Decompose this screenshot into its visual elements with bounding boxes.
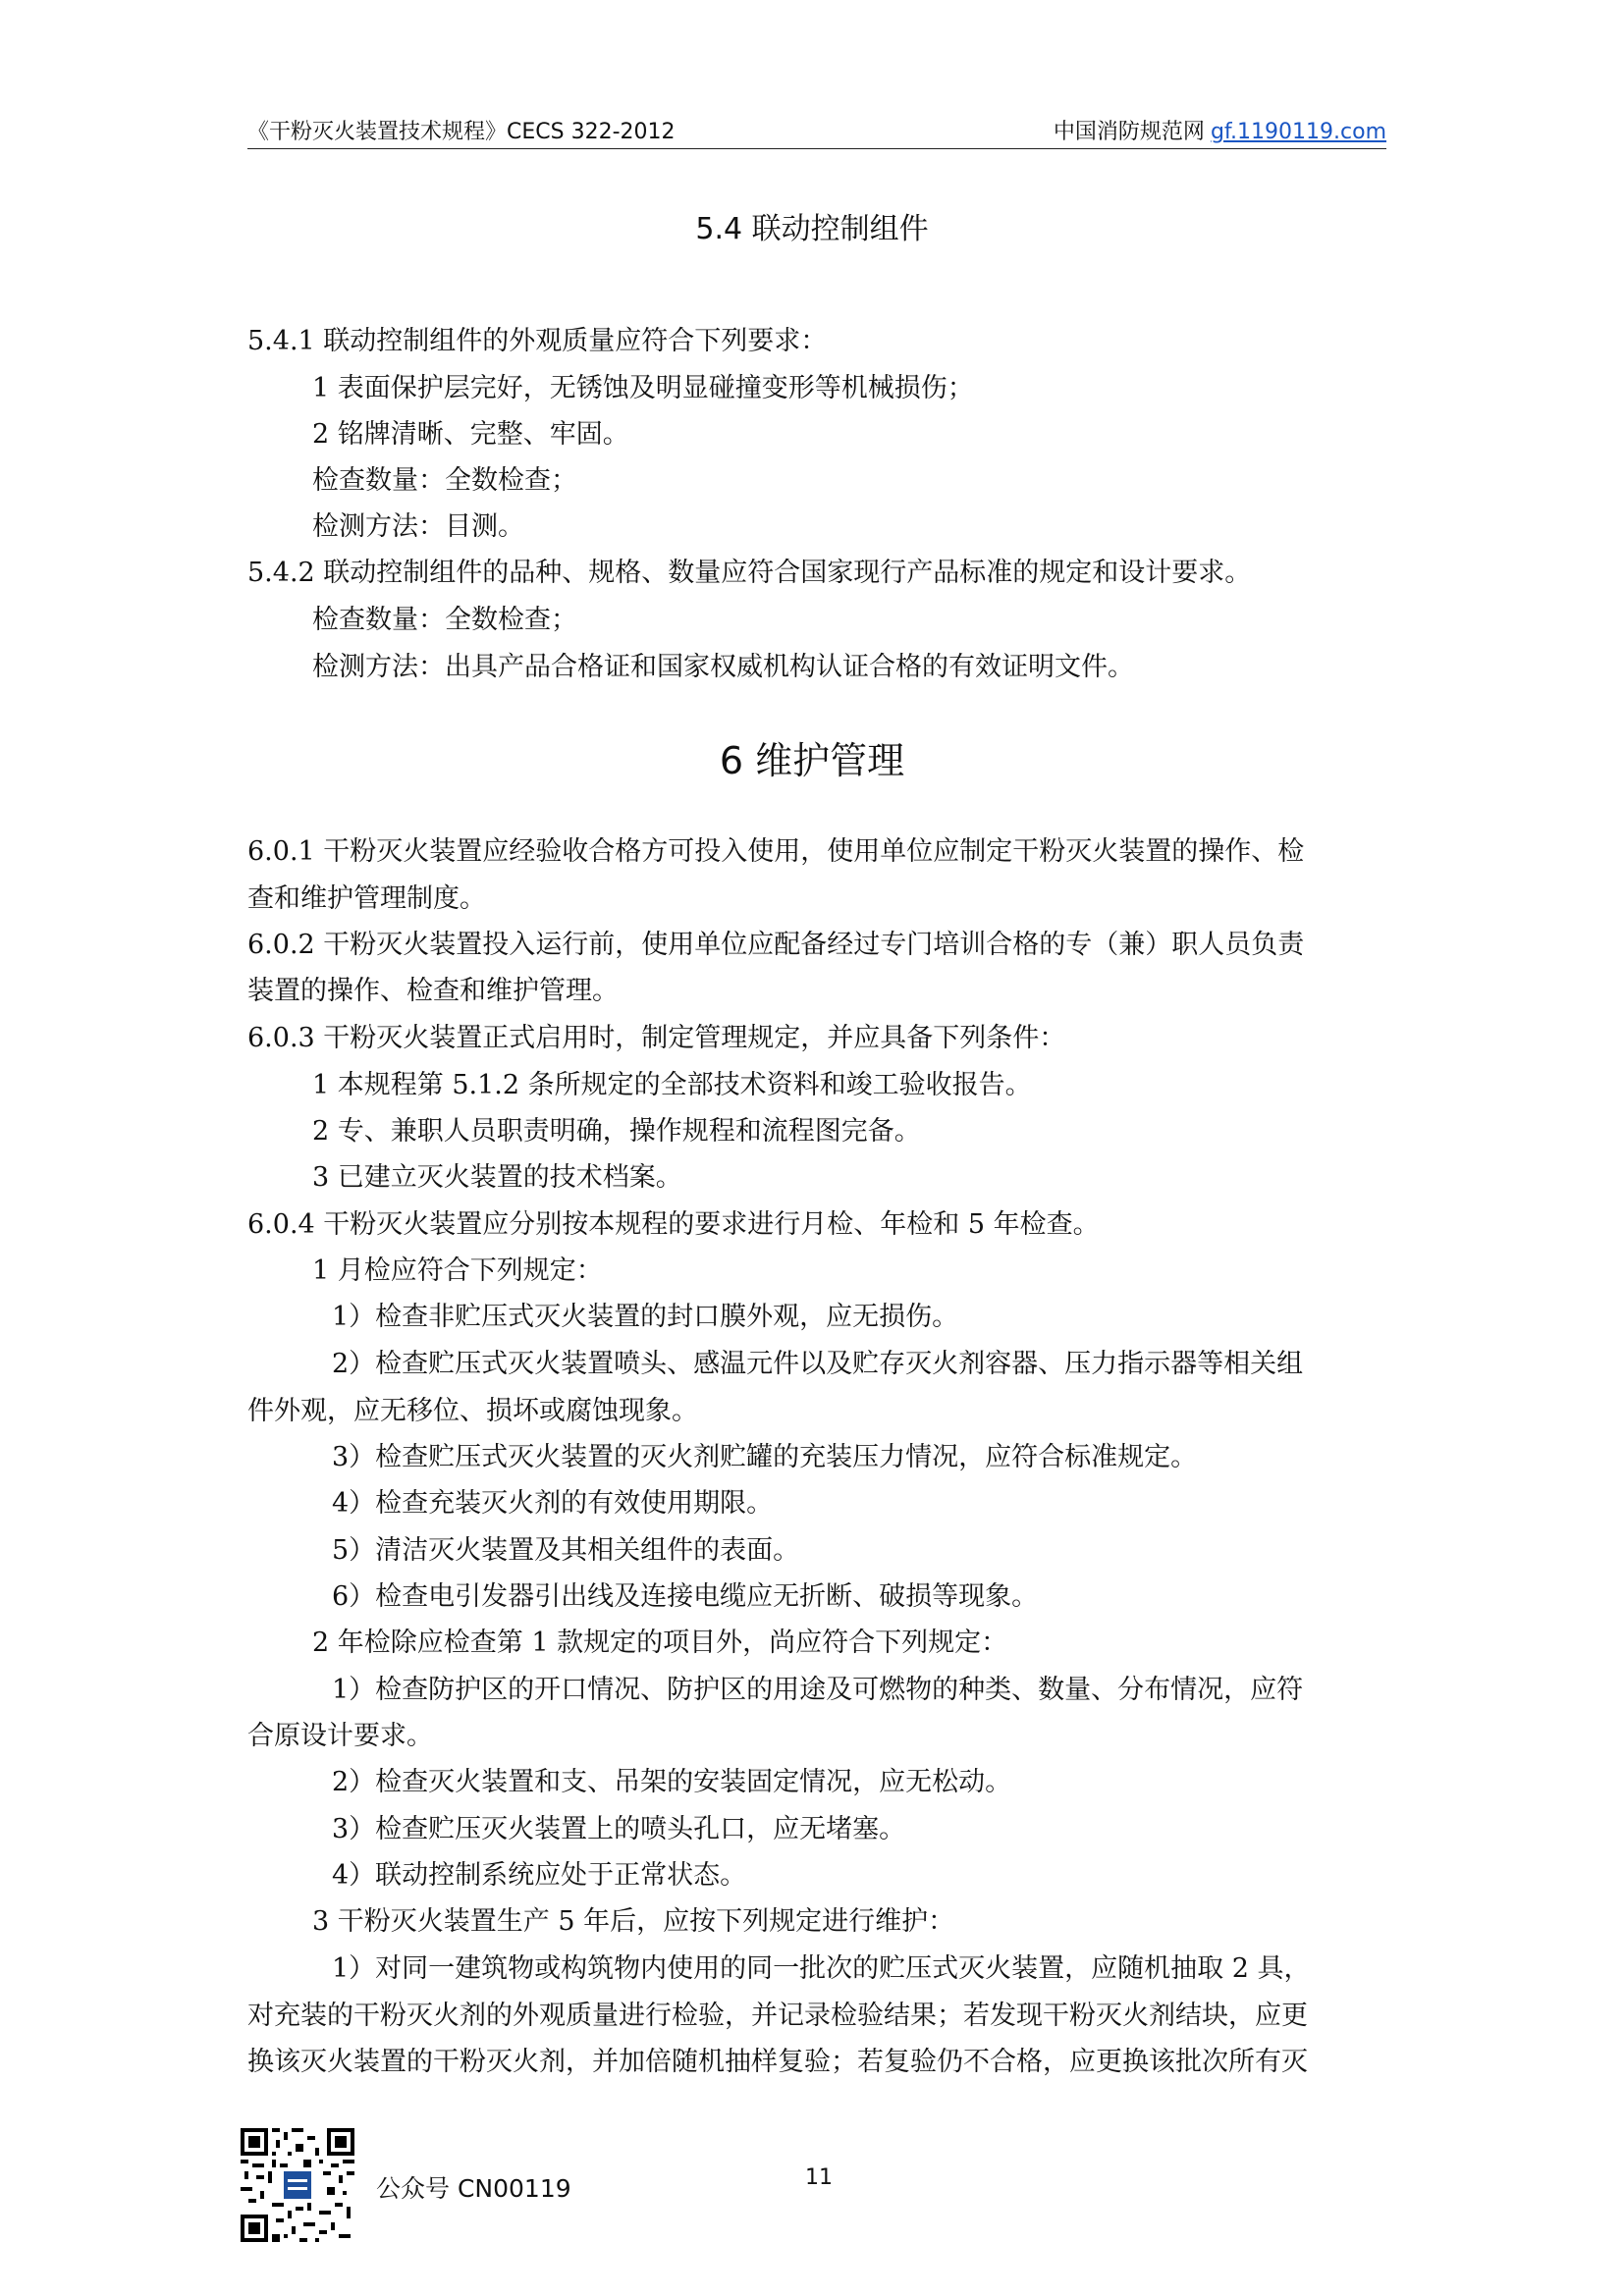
check-method: 检测方法：目测。 [312, 511, 524, 542]
check-quantity: 检查数量：全数检查； [312, 605, 577, 635]
item-line: 1 本规程第 5.1.2 条所规定的全部技术资料和竣工验收报告。 [312, 1070, 1032, 1100]
sub-item-line: 4）检查充装灭火剂的有效使用期限。 [332, 1488, 774, 1519]
page-number: 11 [805, 2165, 833, 2190]
clause-continuation: 装置的操作、检查和维护管理。 [247, 976, 619, 1006]
sub-item-line: 1）对同一建筑物或构筑物内使用的同一批次的贮压式灭火装置，应随机抽取 2 具， [332, 1953, 1311, 1984]
section-heading-5-4: 5.4 联动控制组件 [695, 212, 929, 246]
wechat-account: 公众号 CN00119 [376, 2174, 571, 2203]
qr-code-icon [241, 2128, 354, 2242]
clause-5-4-1: 5.4.1 联动控制组件的外观质量应符合下列要求： [247, 326, 828, 356]
item-line: 1 月检应符合下列规定： [312, 1255, 603, 1286]
sub-item-line: 2）检查灭火装置和支、吊架的安装固定情况，应无松动。 [332, 1767, 1012, 1797]
sub-item-line: 6）检查电引发器引出线及连接电缆应无折断、破损等现象。 [332, 1581, 1039, 1612]
item-line: 2 铭牌清晰、完整、牢固。 [312, 419, 629, 450]
clause-5-4-2: 5.4.2 联动控制组件的品种、规格、数量应符合国家现行产品标准的规定和设计要求。 [247, 558, 1252, 588]
sub-item-line: 5）清洁灭火装置及其相关组件的表面。 [332, 1535, 800, 1566]
clause-continuation: 对充装的干粉灭火剂的外观质量进行检验，并记录检验结果；若发现干粉灭火剂结块，应更 [247, 2001, 1308, 2031]
sub-item-line: 3）检查贮压灭火装置上的喷头孔口，应无堵塞。 [332, 1814, 906, 1844]
clause-continuation: 换该灭火装置的干粉灭火剂，并加倍随机抽样复验；若复验仍不合格，应更换该批次所有灭 [247, 2047, 1308, 2077]
sub-item-line: 3）检查贮压式灭火装置的灭火剂贮罐的充装压力情况，应符合标准规定。 [332, 1442, 1198, 1472]
sub-item-line: 1）检查非贮压式灭火装置的封口膜外观，应无损伤。 [332, 1302, 959, 1332]
header-site-link[interactable]: gf.1190119.com [1210, 120, 1386, 144]
item-line: 3 已建立灭火装置的技术档案。 [312, 1162, 682, 1193]
sub-item-line: 1）检查防护区的开口情况、防护区的用途及可燃物的种类、数量、分布情况，应符 [332, 1675, 1304, 1705]
clause-6-0-4: 6.0.4 干粉灭火装置应分别按本规程的要求进行月检、年检和 5 年检查。 [247, 1209, 1100, 1240]
item-line: 1 表面保护层完好，无锈蚀及明显碰撞变形等机械损伤； [312, 373, 974, 403]
sub-item-line: 2）检查贮压式灭火装置喷头、感温元件以及贮存灭火剂容器、压力指示器等相关组 [332, 1349, 1304, 1379]
chapter-heading-6: 6 维护管理 [719, 739, 905, 782]
item-line: 3 干粉灭火装置生产 5 年后，应按下列规定进行维护： [312, 1906, 955, 1937]
header-site-name: 中国消防规范网 [1053, 120, 1205, 144]
clause-continuation: 查和维护管理制度。 [247, 883, 486, 914]
clause-6-0-2: 6.0.2 干粉灭火装置投入运行前，使用单位应配备经过专门培训合格的专（兼）职人员负责 [247, 930, 1305, 960]
clause-6-0-3: 6.0.3 干粉灭火装置正式启用时，制定管理规定，并应具备下列条件： [247, 1023, 1066, 1053]
clause-6-0-1: 6.0.1 干粉灭火装置应经验收合格方可投入使用，使用单位应制定干粉灭火装置的操作、检 [247, 836, 1305, 867]
sub-item-line: 4）联动控制系统应处于正常状态。 [332, 1860, 747, 1891]
item-line: 2 年检除应检查第 1 款规定的项目外，尚应符合下列规定： [312, 1628, 1008, 1658]
header-site [1054, 115, 1386, 145]
check-method: 检测方法：出具产品合格证和国家权威机构认证合格的有效证明文件。 [312, 652, 1134, 682]
clause-continuation: 件外观，应无移位、损坏或腐蚀现象。 [247, 1396, 698, 1426]
page-header [247, 115, 1386, 149]
clause-continuation: 合原设计要求。 [247, 1721, 433, 1751]
item-line: 2 专、兼职人员职责明确，操作规程和流程图完备。 [312, 1116, 921, 1147]
check-quantity: 检查数量：全数检查； [312, 465, 577, 496]
header-doc-title: 《干粉灭火装置技术规程》CECS 322-2012 [247, 120, 676, 144]
